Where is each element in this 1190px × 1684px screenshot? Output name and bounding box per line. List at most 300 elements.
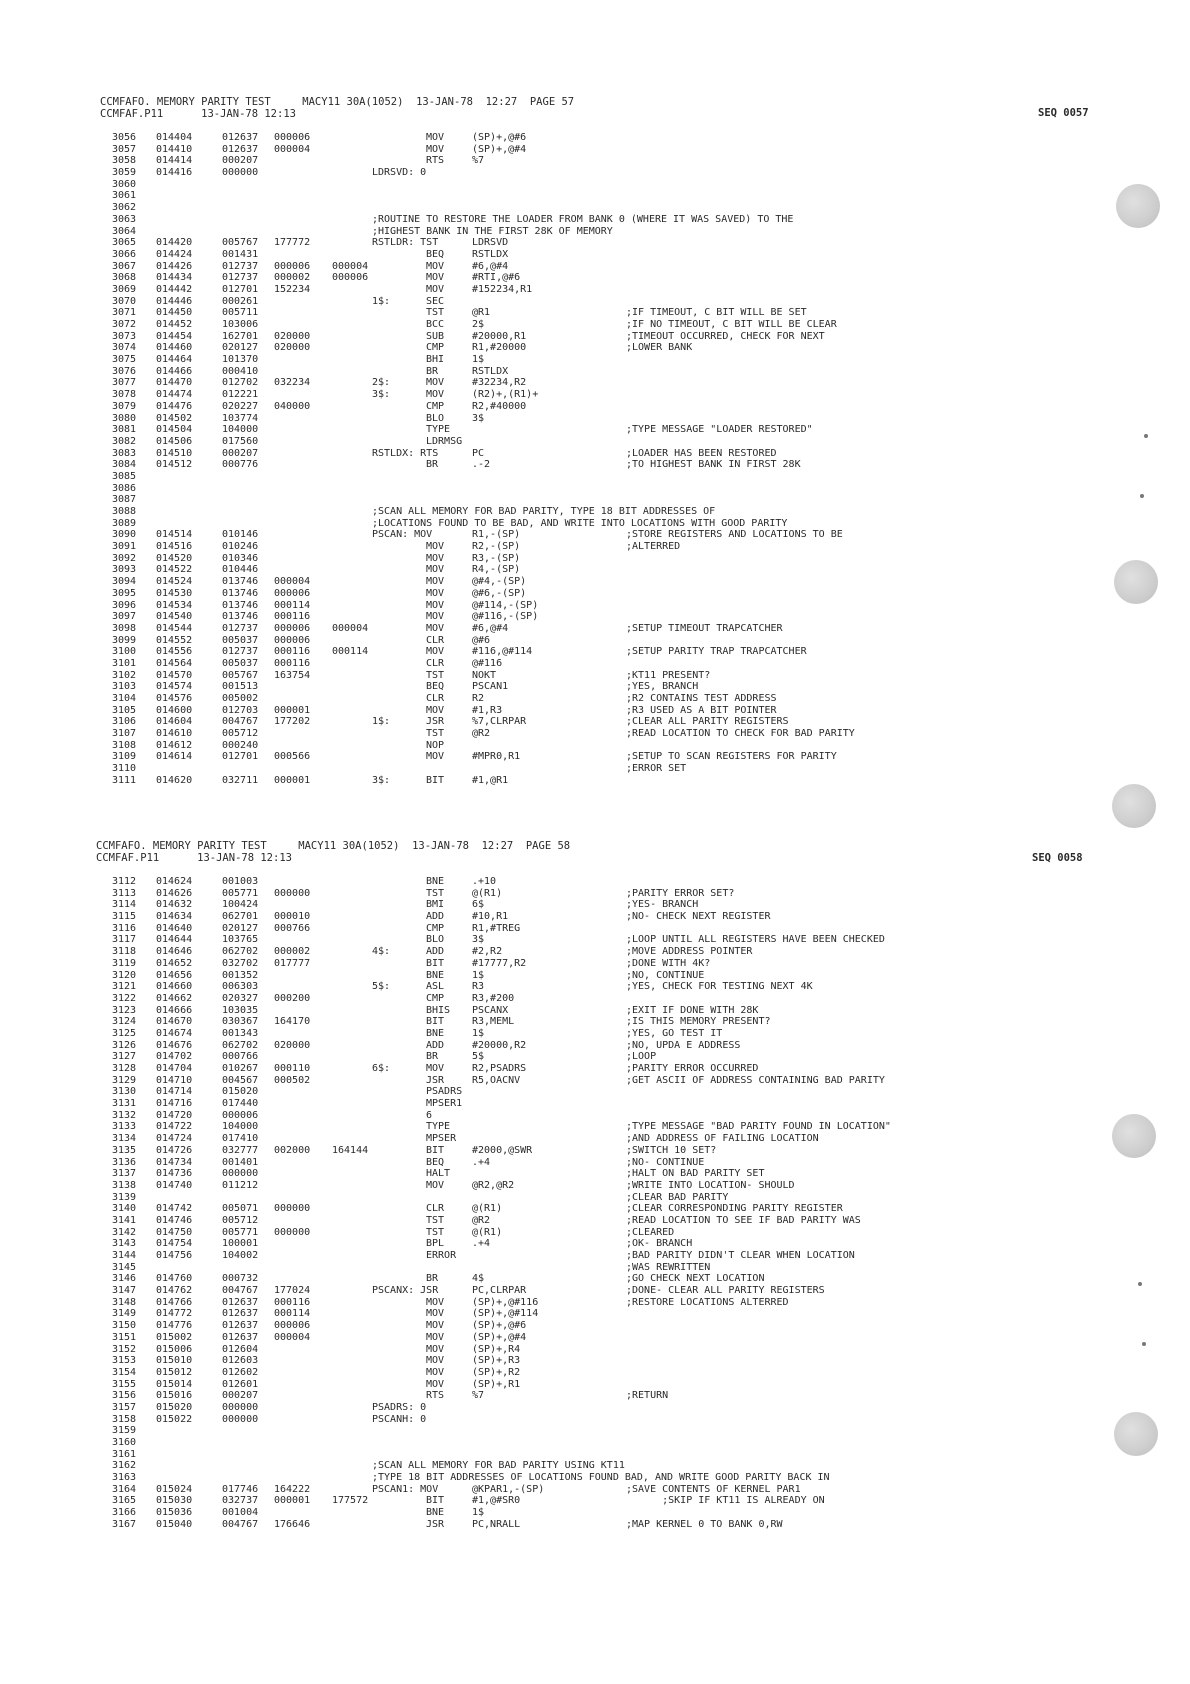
line-number: 3155 <box>112 1378 137 1390</box>
operand: R2 <box>472 693 485 704</box>
line-number: 3138 <box>112 1179 137 1191</box>
line-number: 3157 <box>112 1401 137 1413</box>
line-number: 3067 <box>112 260 137 272</box>
word-2: 177024 <box>274 1285 311 1297</box>
word-1: 012637 <box>222 143 259 155</box>
word-1: 001004 <box>222 1507 259 1519</box>
comment-text: ;HIGHEST BANK IN THE FIRST 28K OF MEMORY <box>372 225 613 237</box>
operand: 1$ <box>472 354 485 366</box>
line-number: 3121 <box>112 981 137 993</box>
word-1: 030367 <box>222 1016 259 1028</box>
opcode: MOV <box>426 541 445 553</box>
word-1: 012637 <box>222 1296 259 1308</box>
line-number: 3073 <box>112 330 137 342</box>
line-number: 3142 <box>112 1226 137 1238</box>
opcode: BIT <box>426 1016 445 1028</box>
line-number: 3058 <box>112 155 137 167</box>
comment: ;RETURN <box>626 1390 669 1402</box>
opcode: ADD <box>426 946 445 958</box>
page-header-line-1: CCMFAFO. MEMORY PARITY TEST MACY11 30A(1052) 13-JAN-78 12:27 PAGE 58 <box>96 840 571 852</box>
comment: ;ALTERRED <box>626 541 681 553</box>
word-2: 000000 <box>274 887 311 899</box>
comment-text: ;ROUTINE TO RESTORE THE LOADER FROM BANK 0 (WHERE IT WAS SAVED) TO THE <box>372 213 794 225</box>
opcode: BEQ <box>426 681 445 693</box>
word-1: 001003 <box>222 876 259 887</box>
word-1: 012604 <box>222 1343 259 1355</box>
word-1: 012637 <box>222 132 259 143</box>
operand: #MPR0,R1 <box>472 751 521 763</box>
line-number: 3082 <box>112 435 137 447</box>
operand: @#4,-(SP) <box>472 576 527 588</box>
opcode: BIT <box>426 1495 445 1507</box>
address: 014626 <box>156 887 193 899</box>
word-1: 020127 <box>222 342 259 354</box>
line-number: 3095 <box>112 587 137 599</box>
word-1: 000240 <box>222 739 259 751</box>
address: 015030 <box>156 1495 193 1507</box>
opcode: TST <box>426 1226 445 1238</box>
word-1: 013746 <box>222 599 259 611</box>
label: PSCAN: MOV <box>372 529 433 541</box>
label: 1$: <box>372 716 391 728</box>
word-1: 104000 <box>222 1121 259 1133</box>
opcode: MOV <box>426 587 445 599</box>
line-number: 3079 <box>112 400 137 412</box>
operand: 5$ <box>472 1051 485 1063</box>
word-1: 012601 <box>222 1378 259 1390</box>
line-number: 3102 <box>112 669 137 681</box>
word-3: 000004 <box>332 622 369 634</box>
operand: NOKT <box>472 669 497 681</box>
opcode: BIT <box>426 1144 445 1156</box>
operand: PSCANX <box>472 1004 509 1016</box>
operand: .+4 <box>472 1156 491 1168</box>
word-2: 000110 <box>274 1063 311 1074</box>
opcode: MOV <box>426 1355 445 1367</box>
comment: ;YES, GO TEST IT <box>626 1027 723 1039</box>
comment: ;WAS REWRITTEN <box>626 1261 711 1273</box>
comment: ;TYPE MESSAGE "BAD PARITY FOUND IN LOCATION" <box>626 1121 891 1133</box>
operand: .+4 <box>472 1238 491 1250</box>
word-1: 000410 <box>222 365 259 377</box>
address: 014504 <box>156 424 193 436</box>
word-2: 000001 <box>274 1495 311 1507</box>
address: 015040 <box>156 1518 193 1530</box>
word-2: 020000 <box>274 1039 311 1051</box>
comment-text: ;SCAN ALL MEMORY FOR BAD PARITY, TYPE 18 BIT ADDRESSES OF <box>372 506 716 517</box>
line-number: 3065 <box>112 237 137 249</box>
word-1: 012702 <box>222 377 259 389</box>
opcode: BR <box>426 1051 439 1063</box>
address: 014534 <box>156 599 193 611</box>
comment: ;WRITE INTO LOCATION- SHOULD <box>626 1179 795 1191</box>
word-2: 000006 <box>274 634 311 646</box>
word-2: 177772 <box>274 237 311 249</box>
word-2: 020000 <box>274 330 311 342</box>
operand: @R2,@R2 <box>472 1179 515 1191</box>
operand: RSTLDX <box>472 365 509 377</box>
line-number: 3120 <box>112 969 137 981</box>
line-number: 3113 <box>112 887 137 899</box>
address: 014746 <box>156 1214 193 1226</box>
word-1: 012637 <box>222 1308 259 1320</box>
label: 4$: <box>372 946 391 958</box>
operand: #20000,R2 <box>472 1039 527 1051</box>
line-number: 3167 <box>112 1518 137 1530</box>
word-1: 000776 <box>222 459 259 471</box>
word-1: 001401 <box>222 1156 259 1168</box>
operand: %7 <box>472 1390 485 1402</box>
word-1: 004767 <box>222 1518 259 1530</box>
address: 014762 <box>156 1285 193 1297</box>
comment: ;SETUP PARITY TRAP TRAPCATCHER <box>626 646 807 658</box>
operand: .+10 <box>472 876 497 887</box>
word-1: 104002 <box>222 1250 259 1261</box>
line-number: 3093 <box>112 564 137 576</box>
address: 014714 <box>156 1086 193 1098</box>
speck-mark <box>1140 494 1144 498</box>
operand: R3 <box>472 981 485 993</box>
operand: @#116,-(SP) <box>472 611 539 623</box>
address: 014760 <box>156 1273 193 1285</box>
address: 015022 <box>156 1413 193 1425</box>
opcode: MOV <box>426 143 445 155</box>
comment: ;ERROR SET <box>626 763 687 775</box>
opcode: MOV <box>426 1343 445 1355</box>
comment: ;MOVE ADDRESS POINTER <box>626 946 753 958</box>
opcode: HALT <box>426 1168 451 1180</box>
line-number: 3129 <box>112 1074 137 1086</box>
operand: 1$ <box>472 1027 485 1039</box>
word-2: 000200 <box>274 992 311 1004</box>
listing-page-57 <box>0 0 1190 840</box>
comment: ;CLEAR BAD PARITY <box>626 1191 729 1203</box>
address: 015036 <box>156 1507 193 1519</box>
word-1: 012637 <box>222 1331 259 1343</box>
operand: R5,OACNV <box>472 1074 521 1086</box>
opcode: BLO <box>426 412 445 424</box>
opcode: BCC <box>426 319 445 330</box>
line-number: 3077 <box>112 377 137 389</box>
line-number: 3161 <box>112 1448 137 1460</box>
address: 014670 <box>156 1016 193 1028</box>
word-2: 164170 <box>274 1016 311 1028</box>
address: 014632 <box>156 899 193 911</box>
word-1: 012703 <box>222 704 259 716</box>
address: 014466 <box>156 365 193 377</box>
comment: ;DONE- CLEAR ALL PARITY REGISTERS <box>626 1285 825 1297</box>
word-2: 032234 <box>274 377 311 389</box>
line-number: 3137 <box>112 1168 137 1180</box>
line-number: 3098 <box>112 622 137 634</box>
word-2: 040000 <box>274 400 311 412</box>
line-number: 3146 <box>112 1273 137 1285</box>
comment: ;PARITY ERROR SET? <box>626 887 735 899</box>
operand: (SP)+,@#6 <box>472 1320 527 1332</box>
operand: R2,PSADRS <box>472 1063 527 1074</box>
word-1: 001352 <box>222 969 259 981</box>
line-number: 3135 <box>112 1144 137 1156</box>
label: 5$: <box>372 981 391 993</box>
word-2: 000002 <box>274 946 311 958</box>
operand: @#116 <box>472 657 503 669</box>
address: 014424 <box>156 248 193 260</box>
opcode: MOV <box>426 1308 445 1320</box>
word-1: 000207 <box>222 447 259 459</box>
opcode: MOV <box>426 1366 445 1378</box>
word-2: 000006 <box>274 587 311 599</box>
word-2: 002000 <box>274 1144 311 1156</box>
opcode: BR <box>426 459 439 471</box>
line-number: 3097 <box>112 611 137 623</box>
opcode: MOV <box>426 260 445 272</box>
word-2: 000502 <box>274 1074 311 1086</box>
line-number: 3107 <box>112 728 137 740</box>
address: 014454 <box>156 330 193 342</box>
word-1: 006303 <box>222 981 259 993</box>
word-1: 005771 <box>222 1226 259 1238</box>
address: 014634 <box>156 911 193 923</box>
comment: ;HALT ON BAD PARITY SET <box>626 1168 765 1180</box>
comment: ;TO HIGHEST BANK IN FIRST 28K <box>626 459 801 471</box>
opcode: CLR <box>426 657 445 669</box>
address: 014776 <box>156 1320 193 1332</box>
word-2: 000002 <box>274 272 311 284</box>
word-1: 017440 <box>222 1098 259 1110</box>
opcode: MOV <box>426 272 445 284</box>
line-number: 3104 <box>112 693 137 704</box>
word-1: 005767 <box>222 669 259 681</box>
word-2: 000116 <box>274 1296 311 1308</box>
word-1: 020327 <box>222 992 259 1004</box>
operand: @#6,-(SP) <box>472 587 527 599</box>
address: 014750 <box>156 1226 193 1238</box>
line-number: 3149 <box>112 1308 137 1320</box>
line-number: 3139 <box>112 1191 137 1203</box>
word-1: 004767 <box>222 1285 259 1297</box>
line-number: 3148 <box>112 1296 137 1308</box>
address: 014414 <box>156 155 193 167</box>
opcode: MOV <box>426 389 445 401</box>
word-2: 000010 <box>274 911 311 923</box>
line-number: 3070 <box>112 295 137 307</box>
opcode: MOV <box>426 704 445 716</box>
comment: ;GO CHECK NEXT LOCATION <box>626 1273 765 1285</box>
comment: ;LOOP UNTIL ALL REGISTERS HAVE BEEN CHECKED <box>626 934 885 946</box>
address: 015020 <box>156 1401 193 1413</box>
operand: R4,-(SP) <box>472 564 521 576</box>
word-2: 000114 <box>274 599 311 611</box>
word-2: 177202 <box>274 716 311 728</box>
label: PSCANH: 0 <box>372 1413 427 1425</box>
word-2: 000006 <box>274 260 311 272</box>
word-2: 000116 <box>274 657 311 669</box>
sequence-number: SEQ 0058 <box>1032 852 1083 864</box>
line-number: 3118 <box>112 946 137 958</box>
address: 014446 <box>156 295 193 307</box>
opcode: MOV <box>426 283 445 295</box>
comment: ;CLEAR ALL PARITY REGISTERS <box>626 716 789 728</box>
opcode: BMI <box>426 899 445 911</box>
word-1: 017746 <box>222 1483 259 1495</box>
word-1: 001513 <box>222 681 259 693</box>
comment: ;KT11 PRESENT? <box>626 669 711 681</box>
line-number: 3112 <box>112 876 137 887</box>
comment: ;SKIP IF KT11 IS ALREADY ON <box>626 1495 825 1507</box>
opcode: BIT <box>426 957 445 969</box>
punch-hole <box>1112 784 1156 828</box>
comment: ;STORE REGISTERS AND LOCATIONS TO BE <box>626 529 843 541</box>
word-1: 012701 <box>222 751 259 763</box>
word-1: 000000 <box>222 1168 259 1180</box>
word-1: 000000 <box>222 1401 259 1413</box>
line-number: 3147 <box>112 1285 137 1297</box>
opcode: MOV <box>426 132 445 143</box>
comment: ;GET ASCII OF ADDRESS CONTAINING BAD PARITY <box>626 1074 885 1086</box>
opcode: BIT <box>426 774 445 786</box>
opcode: TST <box>426 1214 445 1226</box>
address: 014702 <box>156 1051 193 1063</box>
address: 014522 <box>156 564 193 576</box>
speck-mark <box>1144 434 1148 438</box>
address: 014410 <box>156 143 193 155</box>
word-2: 000766 <box>274 922 311 934</box>
address: 014604 <box>156 716 193 728</box>
word-1: 103035 <box>222 1004 259 1016</box>
word-2: 000006 <box>274 1320 311 1332</box>
opcode: BPL <box>426 1238 445 1250</box>
address: 014656 <box>156 969 193 981</box>
line-number: 3092 <box>112 552 137 564</box>
line-number: 3084 <box>112 459 137 471</box>
word-1: 000207 <box>222 1390 259 1402</box>
line-number: 3059 <box>112 167 137 179</box>
address: 014540 <box>156 611 193 623</box>
opcode: MPSER <box>426 1133 457 1145</box>
operand: R1,#20000 <box>472 342 527 354</box>
operand: R3,#200 <box>472 992 515 1004</box>
opcode: ADD <box>426 1039 445 1051</box>
address: 015016 <box>156 1390 193 1402</box>
operand: R2,-(SP) <box>472 541 521 553</box>
opcode: LDRMSG <box>426 435 463 447</box>
word-1: 005037 <box>222 657 259 669</box>
opcode: MOV <box>426 751 445 763</box>
word-1: 010346 <box>222 552 259 564</box>
comment: ;IF TIMEOUT, C BIT WILL BE SET <box>626 307 807 319</box>
opcode: TST <box>426 728 445 740</box>
operand: @R2 <box>472 1214 491 1226</box>
speck-mark <box>1142 1342 1146 1346</box>
address: 014516 <box>156 541 193 553</box>
address: 015012 <box>156 1366 193 1378</box>
address: 014716 <box>156 1098 193 1110</box>
word-1: 004767 <box>222 716 259 728</box>
opcode: MOV <box>426 377 445 389</box>
word-3: 000114 <box>332 646 369 658</box>
address: 014570 <box>156 669 193 681</box>
address: 014722 <box>156 1121 193 1133</box>
address: 014452 <box>156 319 193 330</box>
comment: ;YES, BRANCH <box>626 681 699 693</box>
operand: LDRSVD <box>472 237 509 249</box>
word-1: 012602 <box>222 1366 259 1378</box>
word-1: 100424 <box>222 899 259 911</box>
line-number: 3057 <box>112 143 137 155</box>
address: 014734 <box>156 1156 193 1168</box>
word-1: 012737 <box>222 260 259 272</box>
line-number: 3165 <box>112 1495 137 1507</box>
opcode: SEC <box>426 295 445 307</box>
line-number: 3085 <box>112 470 137 482</box>
operand: (SP)+,R3 <box>472 1355 521 1367</box>
word-1: 005037 <box>222 634 259 646</box>
address: 014614 <box>156 751 193 763</box>
address: 014674 <box>156 1027 193 1039</box>
comment: ;TYPE MESSAGE "LOADER RESTORED" <box>626 424 813 436</box>
operand: 3$ <box>472 412 485 424</box>
word-2: 000000 <box>274 1226 311 1238</box>
opcode: MOV <box>426 1320 445 1332</box>
sequence-number: SEQ 0057 <box>1038 107 1089 119</box>
comment: ;SAVE CONTENTS OF KERNEL PAR1 <box>626 1483 801 1495</box>
operand: R2,#40000 <box>472 400 527 412</box>
address: 014556 <box>156 646 193 658</box>
word-1: 000000 <box>222 167 259 179</box>
word-1: 013746 <box>222 587 259 599</box>
label: 2$: <box>372 377 391 389</box>
address: 014720 <box>156 1109 193 1121</box>
comment: ;OK- BRANCH <box>626 1238 693 1250</box>
line-number: 3074 <box>112 342 137 354</box>
line-number: 3136 <box>112 1156 137 1168</box>
label: 1$: <box>372 295 391 307</box>
comment-text: ;TYPE 18 BIT ADDRESSES OF LOCATIONS FOUND BAD, AND WRITE GOOD PARITY BACK IN <box>372 1472 830 1484</box>
address: 014704 <box>156 1063 193 1074</box>
comment-text: ;LOCATIONS FOUND TO BE BAD, AND WRITE INTO LOCATIONS WITH GOOD PARITY <box>372 517 788 529</box>
word-2: 017777 <box>274 957 311 969</box>
address: 014564 <box>156 657 193 669</box>
line-number: 3076 <box>112 365 137 377</box>
line-number: 3153 <box>112 1355 137 1367</box>
line-number: 3125 <box>112 1027 137 1039</box>
word-1: 010267 <box>222 1063 259 1074</box>
word-1: 103006 <box>222 319 259 330</box>
line-number: 3064 <box>112 225 137 237</box>
operand: (SP)+,@#116 <box>472 1296 539 1308</box>
line-number: 3163 <box>112 1472 137 1484</box>
address: 015006 <box>156 1343 193 1355</box>
address: 014520 <box>156 552 193 564</box>
word-1: 013746 <box>222 611 259 623</box>
comment: ;LOWER BANK <box>626 342 693 354</box>
opcode: SUB <box>426 330 445 342</box>
word-1: 000000 <box>222 1413 259 1425</box>
address: 014544 <box>156 622 193 634</box>
word-2: 000114 <box>274 1308 311 1320</box>
address: 014624 <box>156 876 193 887</box>
line-number: 3086 <box>112 482 137 494</box>
word-3: 000006 <box>332 272 369 284</box>
word-1: 005071 <box>222 1203 259 1215</box>
word-2: 000006 <box>274 622 311 634</box>
word-1: 005002 <box>222 693 259 704</box>
address: 014474 <box>156 389 193 401</box>
word-1: 015020 <box>222 1086 259 1098</box>
address: 014644 <box>156 934 193 946</box>
address: 014772 <box>156 1308 193 1320</box>
operand: #2000,@SWR <box>472 1144 533 1156</box>
